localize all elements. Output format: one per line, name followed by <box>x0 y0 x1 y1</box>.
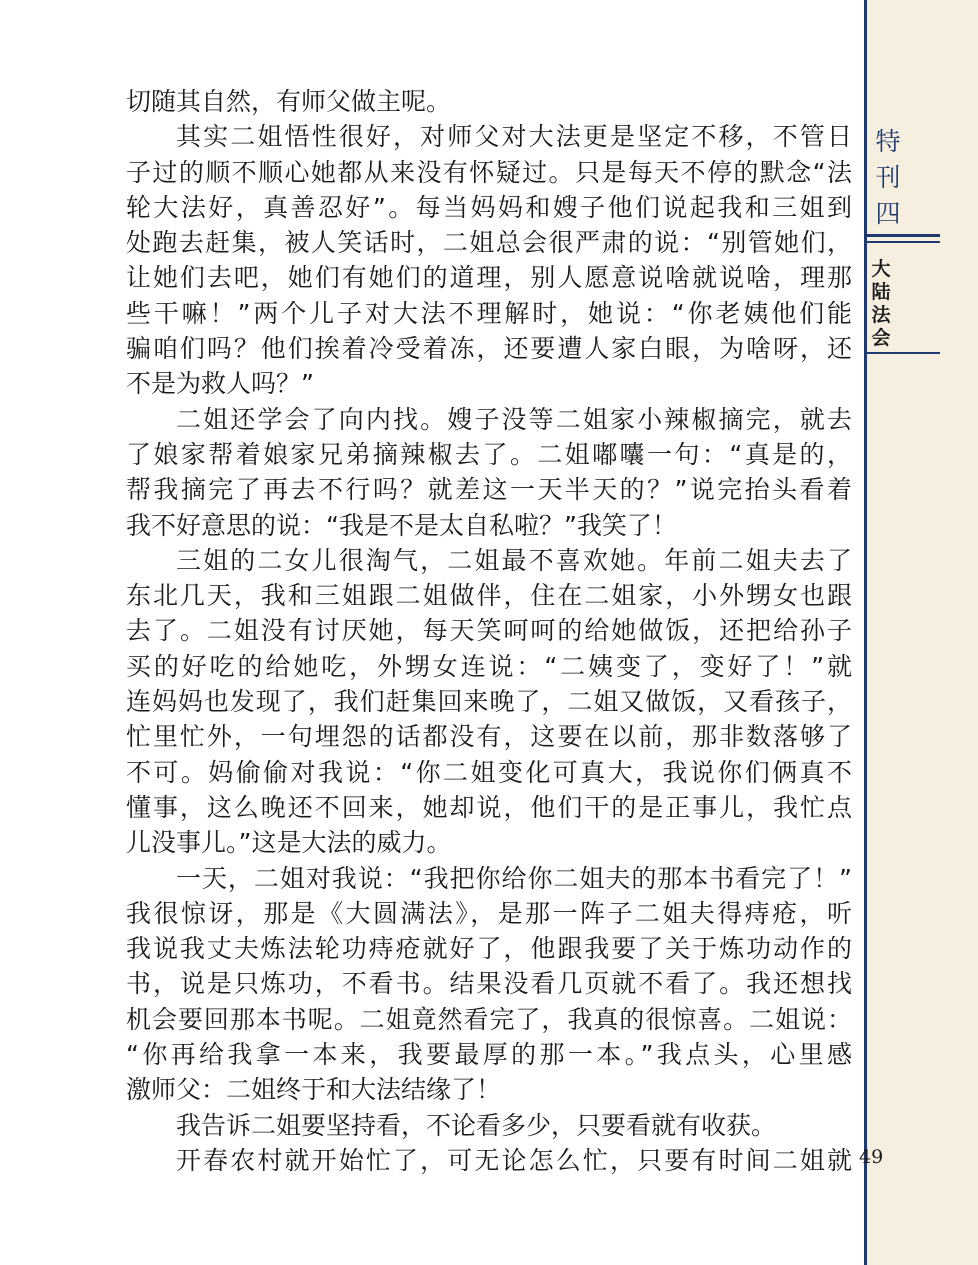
text-line: 去了。二姐没有讨厌她，每天笑呵呵的给她做饭，还把给孙子 <box>126 616 852 646</box>
text-line: 我告诉二姐要坚持看，不论看多少，只要看就有收获。 <box>176 1110 777 1140</box>
text-line: 骗咱们吗？他们挨着冷受着冻，还要遭人家白眼，为啥呀，还 <box>126 334 852 364</box>
page-number: 49 <box>859 1146 884 1168</box>
text-line: 激师父：二姐终于和大法结缘了！ <box>126 1075 502 1105</box>
section-tab <box>868 258 894 350</box>
text-line: 东北几天，我和三姐跟二姐做伴，住在二姐家，小外甥女也跟 <box>126 581 852 611</box>
text-line: 不是为救人吗？” <box>126 369 314 399</box>
article-body <box>126 84 852 1178</box>
text-line: 些干嘛！”两个儿子对大法不理解时，她说：“你老姨他们能 <box>126 298 852 328</box>
text-line: 帮我摘完了再去不行吗？就差这一天半天的？”说完抬头看着 <box>126 475 852 505</box>
section-char: 大 <box>871 258 891 280</box>
text-line: 切随其自然，有师父做主呢。 <box>126 87 452 116</box>
text-line: 儿没事儿。”这是大法的威力。 <box>126 828 452 858</box>
text-line: 我说我丈夫炼法轮功痔疮就好了，他跟我要了关于炼功动作的 <box>126 934 852 964</box>
text-line: 其实二姐悟性很好，对师父对大法更是坚定不移，不管日 <box>176 122 852 152</box>
text-line: 二姐还学会了向内找。嫂子没等二姐家小辣椒摘完，就去 <box>176 404 852 434</box>
special-issue-tab <box>868 124 908 232</box>
text-line: 子过的顺不顺心她都从来没有怀疑过。只是每天不停的默念“法 <box>126 157 852 187</box>
text-line: 忙里忙外，一句埋怨的话都没有，这要在以前，那非数落够了 <box>126 722 852 752</box>
text-line: 懂事，这么晚还不回来，她却说，他们干的是正事儿，我忙点 <box>126 792 852 822</box>
text-line: 我不好意思的说：“我是不是太自私啦？”我笑了！ <box>126 510 677 540</box>
text-line: “你再给我拿一本来，我要最厚的那一本。”我点头，心里感 <box>126 1040 852 1070</box>
text-line: 处跑去赶集，被人笑话时，二姐总会很严肃的说：“别管她们， <box>126 228 852 258</box>
text-line: 开春农村就开始忙了，可无论怎么忙，只要有时间二姐就 <box>176 1145 852 1175</box>
text-line: 一天，二姐对我说：“我把你给你二姐夫的那本书看完了！” <box>176 863 852 893</box>
special-issue-char: 刊 <box>875 163 901 192</box>
text-line: 不可。妈偷偷对我说：“你二姐变化可真大，我说你们俩真不 <box>126 757 852 787</box>
tab-divider <box>866 352 940 354</box>
tab-divider <box>866 234 940 237</box>
section-char: 法 <box>871 304 891 326</box>
section-char: 陆 <box>871 281 891 303</box>
text-line: 三姐的二女儿很淘气，二姐最不喜欢她。年前二姐夫去了 <box>176 545 852 575</box>
text-line: 买的好吃的给她吃，外甥女连说：“二姨变了，变好了！”就 <box>126 651 852 681</box>
section-char: 会 <box>871 327 891 349</box>
text-line: 我很惊讶，那是《大圆满法》，是那一阵子二姐夫得痔疮，听 <box>126 898 852 928</box>
text-line: 机会要回那本书呢。二姐竟然看完了，我真的很惊喜。二姐说： <box>126 1004 852 1034</box>
text-line: 连妈妈也发现了，我们赶集回来晚了，二姐又做饭，又看孩子， <box>126 687 852 717</box>
text-line: 了娘家帮着娘家兄弟摘辣椒去了。二姐嘟囔一句：“真是的， <box>126 439 852 469</box>
text-line: 书，说是只炼功，不看书。结果没看几页就不看了。我还想找 <box>126 969 852 999</box>
special-issue-char: 特 <box>875 127 901 156</box>
tab-divider <box>866 241 940 243</box>
text-line: 轮大法好，真善忍好”。每当妈妈和嫂子他们说起我和三姐到 <box>126 192 852 222</box>
side-divider-line <box>864 0 867 1265</box>
special-issue-char: 四 <box>875 199 901 228</box>
text-line: 让她们去吧，她们有她们的道理，别人愿意说啥就说啥，理那 <box>126 263 852 293</box>
